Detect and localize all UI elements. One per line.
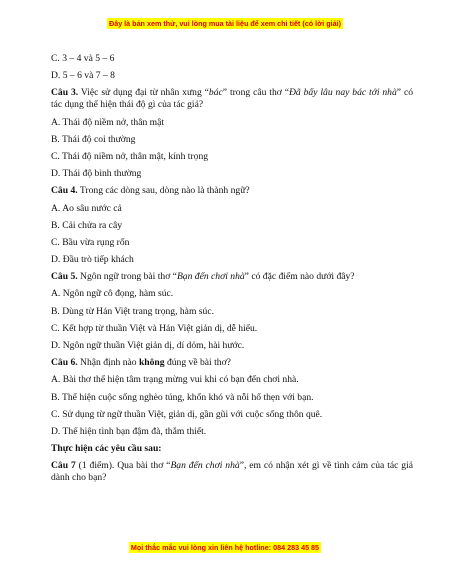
question-4-option-b: B. Cải chửa ra cây — [51, 219, 122, 231]
hotline-banner — [0, 543, 450, 552]
question-6-option-c: C. Sử dụng từ ngữ thuần Việt, giản dị, gần gũi với cuộc sống thôn quê. — [51, 408, 323, 420]
question-3-label: Câu 3. — [51, 87, 79, 99]
preview-notice-text: Đây là bản xem thử, vui lòng mua tài liệu để xem chi tiết (có lời giải) — [109, 19, 341, 28]
question-5-label: Câu 5. — [51, 271, 78, 283]
question-6-option-a: A. Bài thơ thể hiện tâm trạng mừng vui khi có bạn đến chơi nhà. — [51, 374, 299, 386]
question-6-option-b: B. Thể hiện cuộc sống nghèo túng, khốn khó và nỗi hổ thẹn với bạn. — [51, 391, 314, 403]
question-4: Câu 4. Trong các dòng sau, dòng nào là thành ngữ? — [51, 185, 250, 197]
question-4-option-c: C. Bầu vừa rụng rốn — [51, 236, 130, 248]
question-3-option-a: A. Thái độ niềm nở, thân mật — [51, 116, 165, 128]
question-5-option-b: B. Dùng từ Hán Việt trang trọng, hàm súc. — [51, 305, 214, 317]
section-title: Thực hiện các yêu cầu sau: — [51, 443, 162, 455]
question-6-label: Câu 6. — [51, 357, 78, 369]
question-5-option-a: A. Ngôn ngữ cô đọng, hàm súc. — [51, 288, 174, 300]
question-4-label: Câu 4. — [51, 185, 78, 197]
question-6-option-d: D. Thể hiện tình bạn đậm đà, thắm thiết. — [51, 425, 207, 437]
question-5: Câu 5. Ngôn ngữ trong bài thơ “Bạn đến chơi nhà” có đặc điểm nào dưới đây? — [51, 271, 355, 283]
question-6: Câu 6. Nhận định nào không đúng về bài thơ? — [51, 357, 231, 369]
option-d-previous: D. 5 – 6 và 7 – 8 — [51, 70, 115, 82]
question-5-option-d: D. Ngôn ngữ thuần Việt giản dị, dí dỏm, hài hước. — [51, 340, 245, 351]
question-3-option-b: B. Thái độ coi thường — [51, 133, 136, 145]
question-5-option-c: C. Kết hợp từ thuần Việt và Hán Việt giản dị, dễ hiểu. — [51, 322, 258, 334]
question-7: Câu 7 (1 điểm). Qua bài thơ “Bạn đến chơi nhà”, em có nhận xét gì về tình cảm của tác giả dành cho bạn? — [51, 460, 414, 484]
question-3-option-c: C. Thái độ niềm nở, thân mật, kính trọng — [51, 150, 209, 162]
question-4-option-a: A. Ao sâu nước cả — [51, 202, 122, 214]
option-c-previous: C. 3 – 4 và 5 – 6 — [51, 53, 115, 64]
hotline-text: Mọi thắc mắc vui lòng xin liên hệ hotline: 084 283 45 85 — [130, 543, 320, 552]
question-3-option-d: D. Thái độ bình thường — [51, 168, 142, 180]
document-body — [51, 53, 413, 490]
question-3: Câu 3. Việc sử dụng đại từ nhân xưng “bác” trong câu thơ “Đã bấy lâu nay bác tới nhà” có tác dụng thể hiện thái độ gì của tác giả? — [51, 87, 413, 111]
preview-notice-banner — [0, 19, 450, 28]
question-4-option-d: D. Đầu trò tiếp khách — [51, 254, 134, 266]
question-7-label: Câu 7 — [51, 460, 76, 472]
